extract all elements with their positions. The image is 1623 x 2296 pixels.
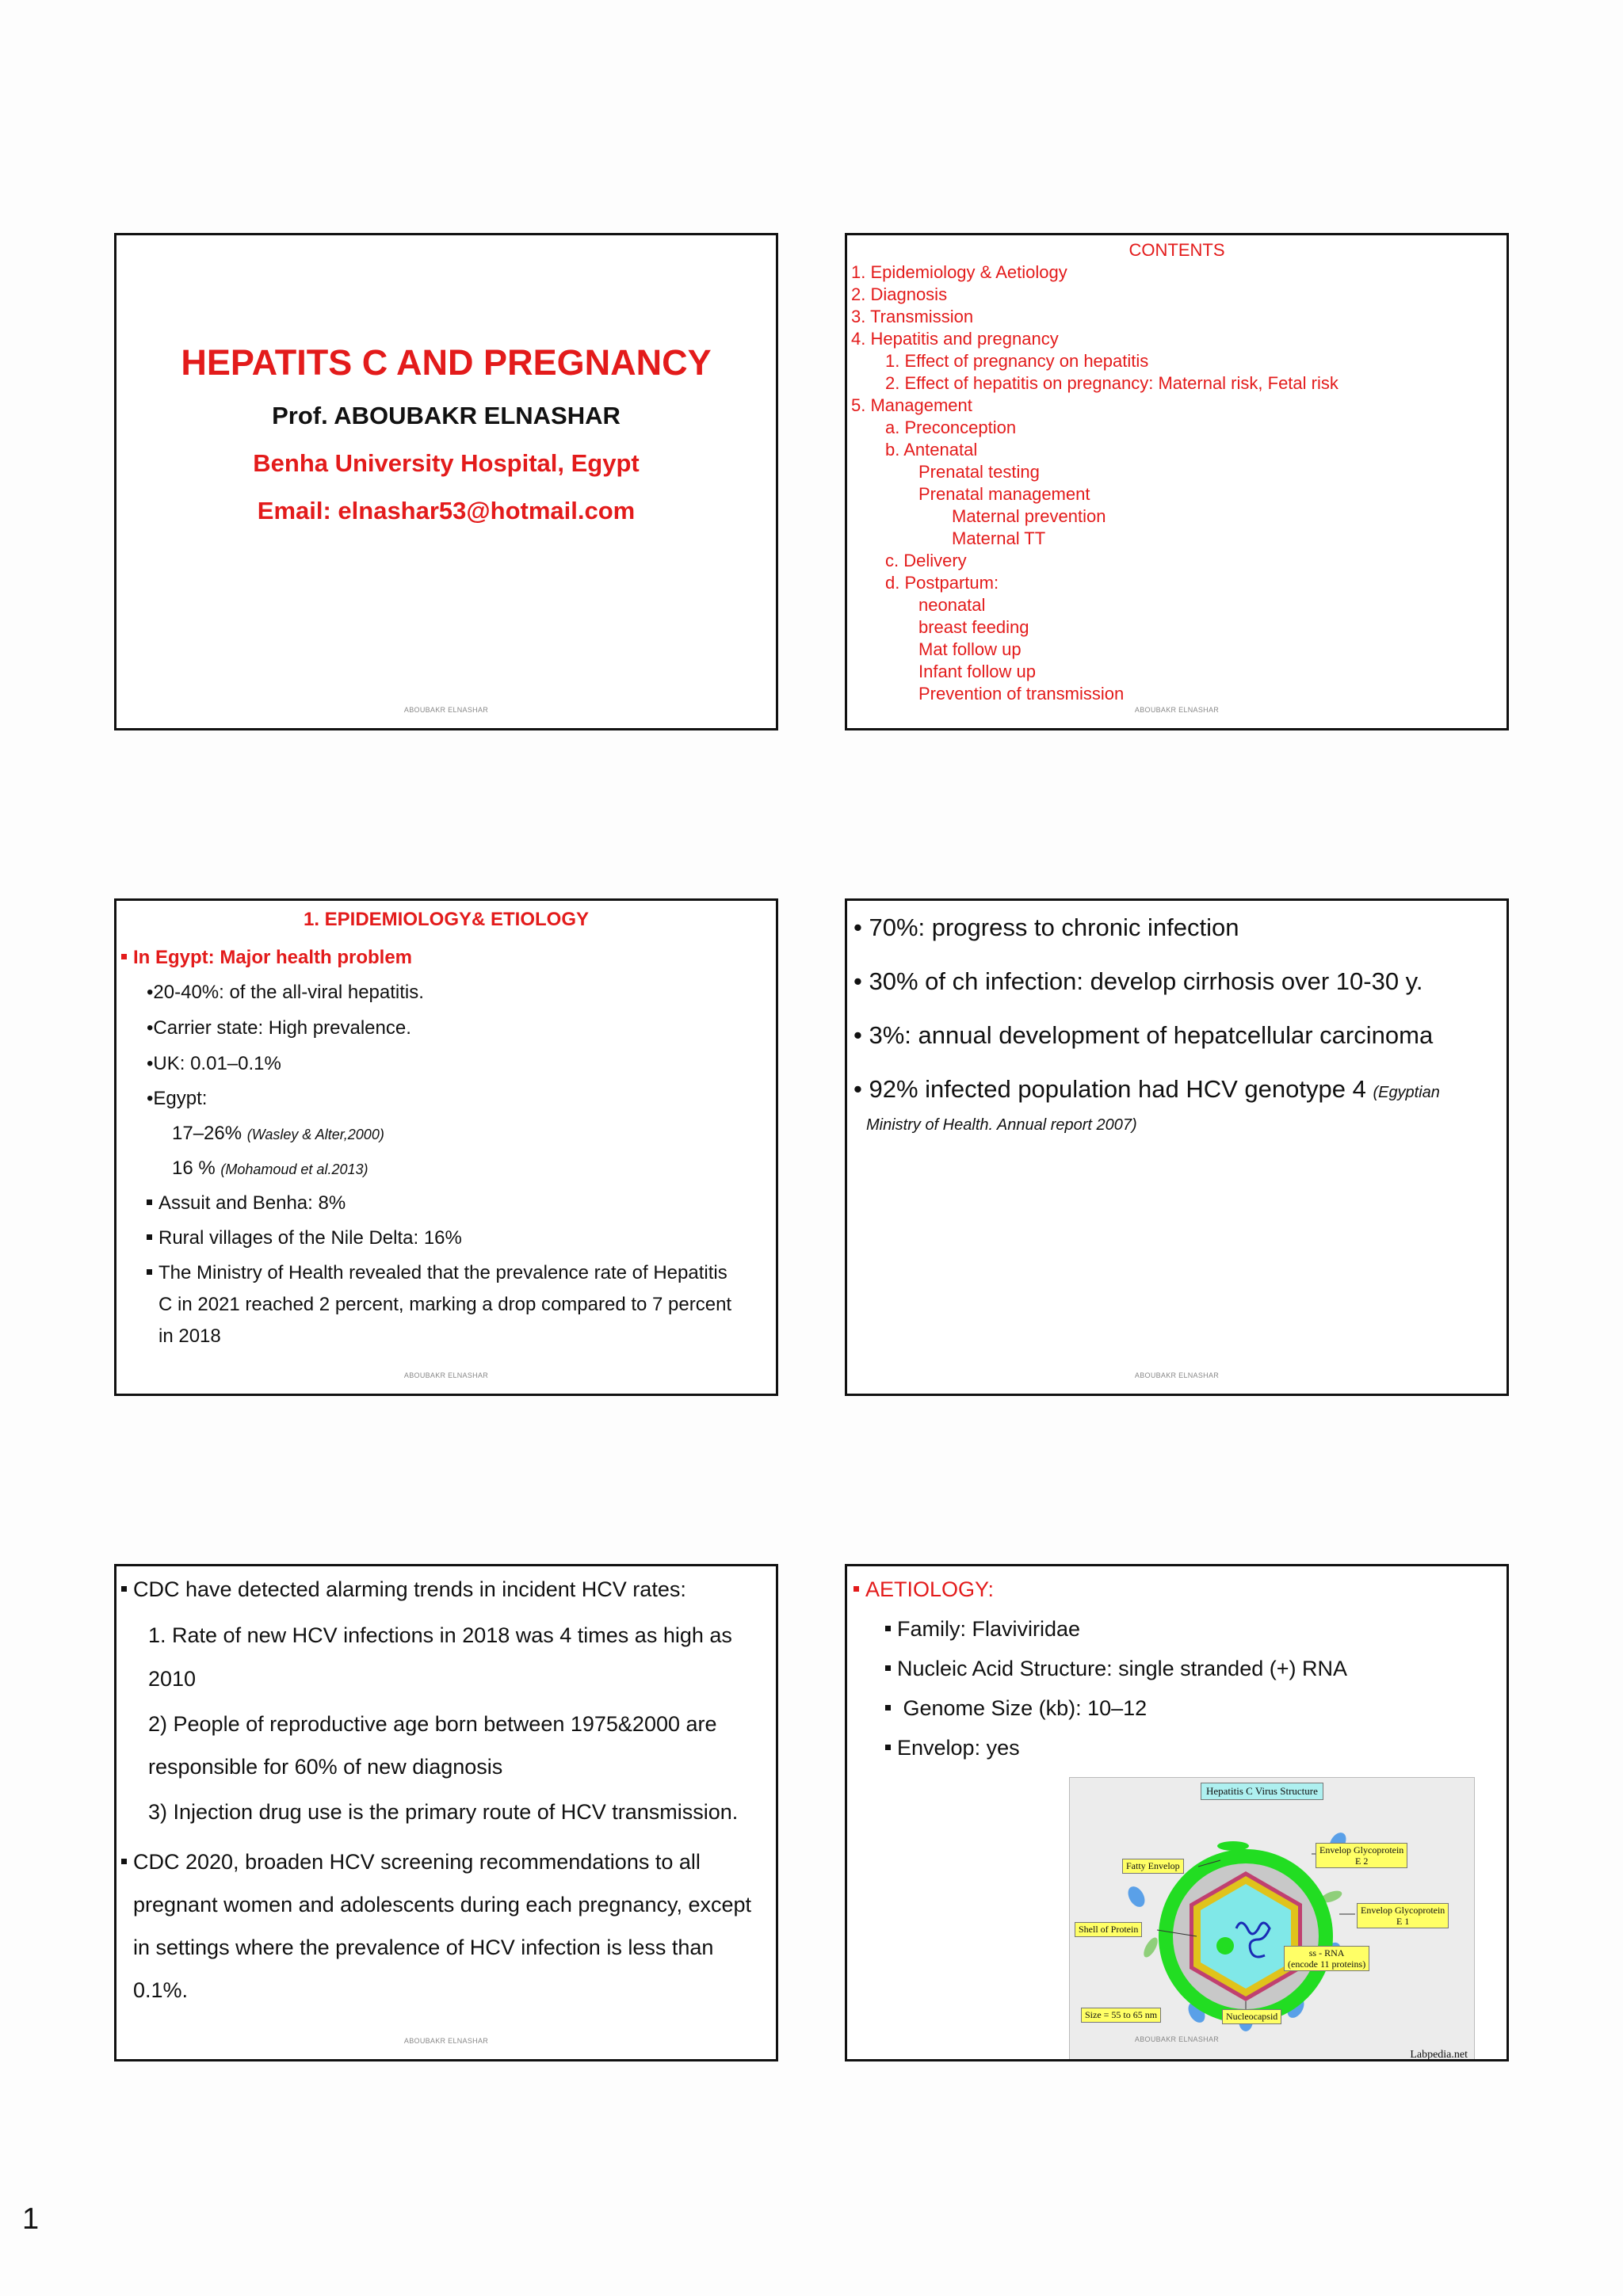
toc-item: breast feeding xyxy=(918,617,1029,637)
toc-item: 2. Effect of hepatitis on pregnancy: Maternal risk, Fetal risk xyxy=(885,373,1338,393)
email: Email: elnashar53@hotmail.com xyxy=(257,497,636,524)
label-glycoprotein-e1: Envelop Glycoprotein E 1 xyxy=(1357,1903,1449,1928)
cdc-line: 1. Rate of new HCV infections in 2018 was 4 times as high as xyxy=(148,1623,732,1647)
hcv-structure-diagram xyxy=(1069,1777,1475,2061)
toc-item: neonatal xyxy=(918,595,986,615)
slide-footer: ABOUBAKR ELNASHAR xyxy=(403,2037,489,2045)
slide-footer: ABOUBAKR ELNASHAR xyxy=(1134,706,1220,714)
epi-heading: 1. EPIDEMIOLOGY& ETIOLOGY xyxy=(303,909,590,930)
cdc-line: responsible for 60% of new diagnosis xyxy=(148,1755,503,1779)
glycoprotein-spike xyxy=(1141,1936,1160,1959)
progression-bullet: • 70%: progress to chronic infection xyxy=(854,913,1239,941)
bullet-square-icon xyxy=(885,1705,891,1711)
toc-item: 1. Effect of pregnancy on hepatitis xyxy=(885,351,1149,371)
epi-sq-bullet: Assuit and Benha: 8% xyxy=(147,1192,346,1215)
cdc-line: in settings where the prevalence of HCV infection is less than xyxy=(133,1936,714,1959)
affiliation: Benha University Hospital, Egypt xyxy=(253,449,640,477)
page-number: 1 xyxy=(22,2203,40,2236)
cdc-line: 2) People of reproductive age born between 1975&2000 are xyxy=(148,1712,717,1736)
slide-aetiology xyxy=(845,1564,1509,2061)
bullet-square-icon xyxy=(121,1859,127,1864)
bullet-square-icon xyxy=(121,1586,127,1592)
epi-bullet: •UK: 0.01–0.1% xyxy=(147,1053,281,1074)
slide-contents xyxy=(845,233,1509,730)
toc-item: Prenatal management xyxy=(918,484,1090,504)
slide-title xyxy=(114,233,778,730)
toc-item: b. Antenatal xyxy=(885,440,978,460)
bullet-square-icon xyxy=(885,1665,891,1671)
aetiology-item: Envelop: yes xyxy=(885,1736,1020,1760)
bullet-square-icon xyxy=(147,1199,152,1205)
epi-sq-bullet-cont: C in 2021 reached 2 percent, marking a drop compared to 7 percent xyxy=(158,1294,732,1315)
toc-item: Mat follow up xyxy=(918,639,1022,659)
toc-item: d. Postpartum: xyxy=(885,573,999,593)
bullet-square-icon xyxy=(121,954,127,959)
label-fatty-envelop: Fatty Envelop xyxy=(1122,1859,1184,1874)
toc-item: 3. Transmission xyxy=(851,307,974,326)
aetiology-item: Genome Size (kb): 10–12 xyxy=(885,1696,1147,1721)
diagram-title: Hepatitis C Virus Structure xyxy=(1201,1783,1323,1800)
slide-epidemiology xyxy=(114,898,778,1396)
aetiology-heading: AETIOLOGY: xyxy=(854,1577,994,1602)
label-shell-of-protein: Shell of Protein xyxy=(1075,1922,1142,1937)
bullet-square-icon xyxy=(885,1745,891,1750)
bullet-square-icon xyxy=(854,1586,859,1592)
label-nucleocapsid: Nucleocapsid xyxy=(1222,2009,1281,2024)
epi-sq-bullet: The Ministry of Health revealed that the prevalence rate of Hepatitis xyxy=(147,1262,727,1284)
label-ss-rna: ss - RNA (encode 11 proteins) xyxy=(1284,1946,1369,1971)
cdc-bullet: CDC 2020, broaden HCV screening recommendations to all xyxy=(121,1850,701,1875)
slide-footer: ABOUBAKR ELNASHAR xyxy=(403,1371,489,1379)
aetiology-item: Nucleic Acid Structure: single stranded (+) RNA xyxy=(885,1657,1347,1681)
toc-item: Prevention of transmission xyxy=(918,684,1125,704)
egypt-rate: 17–26% (Wasley & Alter,2000) xyxy=(172,1123,384,1144)
rna-polymerase xyxy=(1216,1937,1234,1955)
bullet-square-icon xyxy=(147,1269,152,1275)
label-glycoprotein-e2: Envelop Glycoprotein E 2 xyxy=(1316,1843,1407,1868)
toc-item: 4. Hepatitis and pregnancy xyxy=(851,329,1059,349)
aetiology-item: Family: Flaviviridae xyxy=(885,1617,1080,1642)
toc-item: c. Delivery xyxy=(885,551,967,570)
toc-item: Prenatal testing xyxy=(918,462,1040,482)
toc-item: Maternal prevention xyxy=(952,506,1106,526)
toc-item: Infant follow up xyxy=(918,662,1036,681)
epi-sq-bullet-cont: in 2018 xyxy=(158,1325,221,1347)
progression-bullet: • 92% infected population had HCV genotype 4 (Egyptian xyxy=(854,1075,1440,1103)
progression-citation: Ministry of Health. Annual report 2007) xyxy=(866,1116,1137,1134)
epi-bullet: •Egypt: xyxy=(147,1088,208,1109)
glycoprotein-spike xyxy=(1125,1883,1148,1909)
toc-item: 2. Diagnosis xyxy=(851,284,948,304)
author: Prof. ABOUBAKR ELNASHAR xyxy=(272,402,621,429)
egypt-rate: 16 % (Mohamoud et al.2013) xyxy=(172,1158,369,1179)
toc-item: Maternal TT xyxy=(952,528,1046,548)
contents-heading: CONTENTS xyxy=(1128,240,1225,260)
slide-footer: ABOUBAKR ELNASHAR xyxy=(1134,2035,1220,2043)
toc-item: 5. Management xyxy=(851,395,972,415)
slide-footer: ABOUBAKR ELNASHAR xyxy=(403,706,489,714)
slide-footer: ABOUBAKR ELNASHAR xyxy=(1134,1371,1220,1379)
toc-item: a. Preconception xyxy=(885,418,1017,437)
slide-progression xyxy=(845,898,1509,1396)
slide-cdc xyxy=(114,1564,778,2061)
cdc-line: 2010 xyxy=(148,1667,197,1691)
diagram-credit: Labpedia.net xyxy=(1410,2049,1468,2061)
title: HEPATITS C AND PREGNANCY xyxy=(181,342,712,383)
cdc-line: 0.1%. xyxy=(133,1978,189,2002)
epi-bullet: •20-40%: of the all-viral hepatitis. xyxy=(147,982,424,1003)
bullet-square-icon xyxy=(885,1626,891,1631)
progression-bullet: • 30% of ch infection: develop cirrhosis over 10-30 y. xyxy=(854,967,1423,995)
epi-sq-bullet: Rural villages of the Nile Delta: 16% xyxy=(147,1227,462,1249)
cdc-bullet: CDC have detected alarming trends in incident HCV rates: xyxy=(121,1577,686,1602)
bullet-square-icon xyxy=(147,1234,152,1240)
progression-bullet: • 3%: annual development of hepatcellular carcinoma xyxy=(854,1021,1434,1049)
toc-item: 1. Epidemiology & Aetiology xyxy=(851,262,1067,282)
cdc-line: 3) Injection drug use is the primary route of HCV transmission. xyxy=(148,1800,739,1824)
egypt-label: In Egypt: Major health problem xyxy=(121,947,412,969)
epi-bullet: •Carrier state: High prevalence. xyxy=(147,1017,411,1039)
cdc-line: pregnant women and adolescents during each pregnancy, except xyxy=(133,1893,752,1917)
label-size: Size = 55 to 65 nm xyxy=(1081,2008,1161,2023)
